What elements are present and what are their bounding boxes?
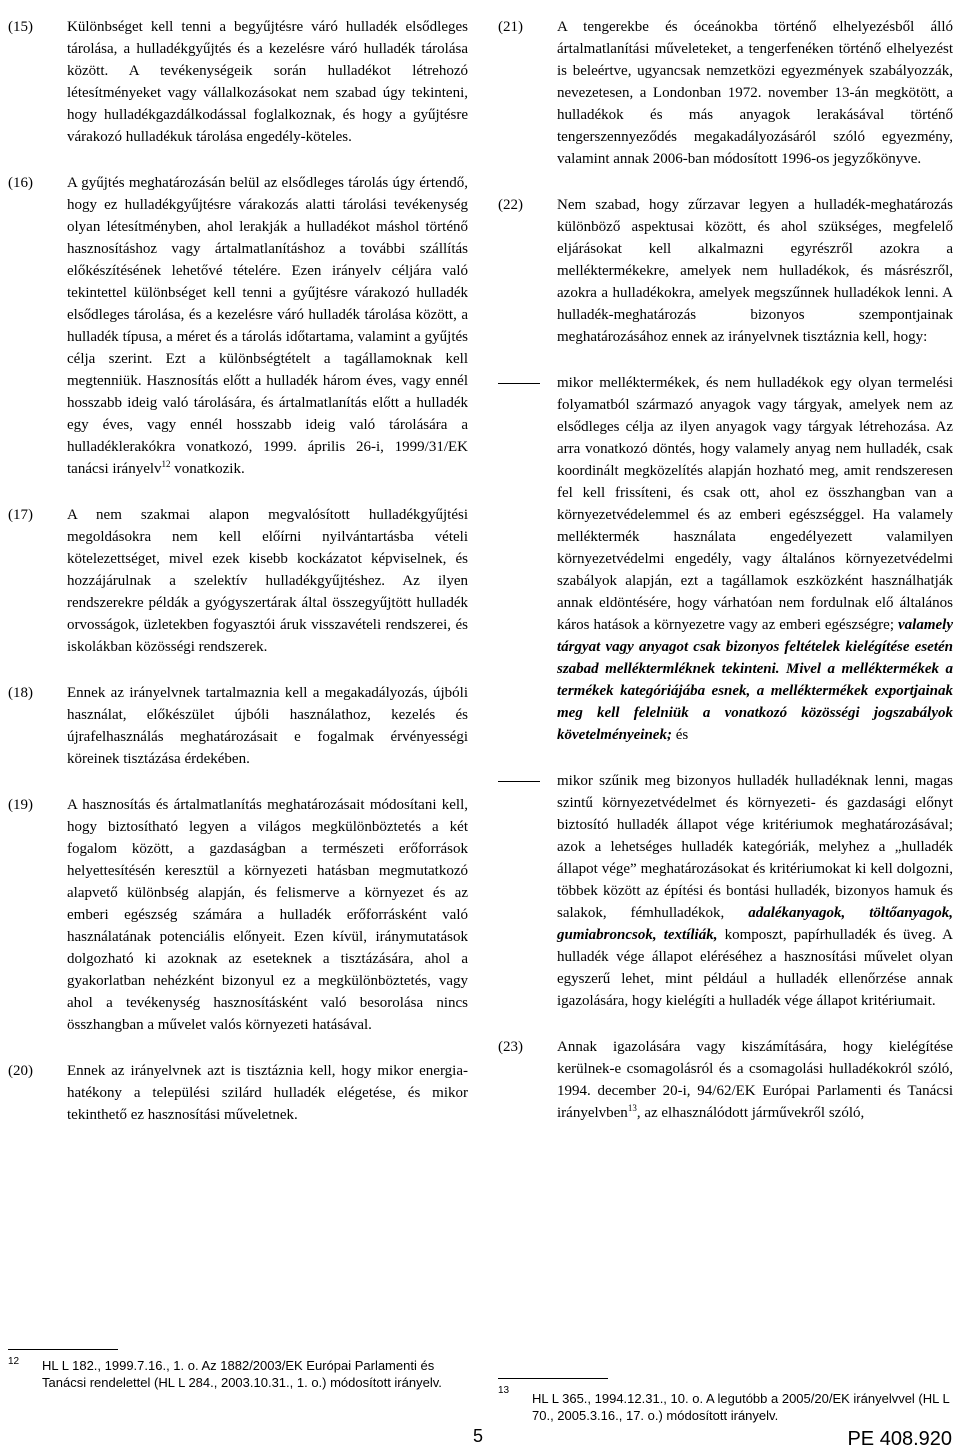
recital-text: Nem szabad, hogy zűrzavar legyen a hulladék-meghatározás különböző aspektusai között, és ahol szükséges, megfelelő eljárásokat kell alkalmazni egyrészről azokra a melléktermékekre, amelyek nem hulladékok, és másrészről, azokra a hulladékokra, amelyek megszűnnek hulladékok lenni. A hulladék-meghatározás bizonyos szempontjainak meghatározásához ennek az irányelvnek tisztáznia kell, hogy: (557, 197, 953, 345)
recital-text: Annak igazolására vagy kiszámítására, hogy kielégítése kerülnek-e csomagolásról és a csomagolási hulladékokról szóló, 1994. december 20-i, 94/62/EK Európai Parlamenti és Tanácsi irányelvben$^{13}$, az elhasználódott járművekről szóló, (557, 1039, 953, 1121)
footnote-rule-right (498, 1378, 608, 1379)
recital-text: A tengerekbe és óceánokba történő elhelyezésből álló ártalmatlanítási műveleteket, a tengerfenéken történő elhelyezést is beleértve, ugyancsak nemzetközi egyezmények szabályozzák, nevezetesen, a Londonban 1972. november 13-án megkötött, a hulladékok és más anyagok lerakásával történő tengerszennyeződés megakadályozásáról szóló egyezmény, valamint annak 2006-ban módosított 1996-os jegyzőkönyve. (557, 19, 953, 167)
document-reference: PE 408.920 (847, 1428, 952, 1450)
recital-number: (15) (8, 19, 33, 35)
recital-17 (8, 504, 468, 658)
footnote-ref-13: 13 (627, 1103, 637, 1113)
recital-text: Különbséget kell tenni a begyűjtésre váró hulladék elsődleges tárolása, a hulladékgyűjtés és a kezelésre váró hulladék tárolása között. A tevékenységeik során hulladékot létrehozó létesítményeket vagy vállalkozásokat nem szabad úgy tekinteni, hogy hulladékgazdálkodással foglalkoznak, és hogy a gyűjtésre várakozó hulladékuk tárolása engedély-köteles. (67, 19, 468, 145)
recital-number: (18) (8, 685, 33, 701)
dash-bullet (498, 781, 540, 782)
left-column (8, 16, 468, 1150)
recital-18 (8, 682, 468, 770)
footnote-13-text: HL L 365., 1994.12.31., 10. o. A legutóbb a 2005/20/EK irányelvvel (HL L 70., 2005.3.16., 17. o.) módosított irányelv. (532, 1391, 950, 1423)
recital-text: A hasznosítás és ártalmatlanítás meghatározásait módosítani kell, hogy biztosítható legyen a világos megkülönböztetés a két fogalom között, a gazdaságban a természeti erőforrások helyettesítésén keresztül a környezeti hatásban megmutatkozó alapvető különbség alapján, és felismerve a környezet és az emberi egészség számára a hulladék erőforrásként való használatának potenciális előnyeit. Ezen kívül, iránymutatások dolgozható ki azoknak az eseteknek a tisztázására, ahol a gyakorlatban nehézként bizonyul ez a megkülönböztetés, vagy ahol a tevékenység hasznosításként való besorolása nincs összhangban a művelet valós környezeti hatásával. (67, 797, 468, 1033)
recital-22 (498, 194, 953, 348)
recital-number: (19) (8, 797, 33, 813)
dash-item-by-products (498, 372, 953, 746)
footnote-rule-left (8, 1349, 118, 1350)
recital-number: (17) (8, 507, 33, 523)
page-number: 5 (473, 1426, 484, 1446)
recital-number: (16) (8, 175, 33, 191)
footnote-mark-13: 13 (498, 1385, 510, 1396)
recital-20 (8, 1060, 468, 1126)
recital-text: A nem szakmai alapon megvalósított hulladékgyűjtési megoldásokra nem kell előírni nyilvántartásba vételi kötelezettséget, mivel ezek kisebb kockázatot képviselnek, és hozzájárulnak a szelektív hulladékgyűjtéshez. Az ilyen rendszerekre példák a gyógyszertárak által összegyűjtött hulladék orvosságok, üzletekben fogyasztói áruk visszavételi rendszerei, és iskolákban közösségi rendszerek. (67, 507, 468, 655)
recital-number: (20) (8, 1063, 33, 1079)
recital-number: (23) (498, 1039, 523, 1055)
recital-text: A gyűjtés meghatározásán belül az elsődleges tárolás úgy értendő, hogy ez hulladékgyűjtésre várakozás alatti tárolási tevékenység olyan létesítményben, ahol lerakják a hulladékot máshol történő hasznosításhoz vagy ártalmatlanításhoz a további szállítás előkészítésének lehetővé tételére. Ezen irányelv céljára való tekintettel különbséget kell tenni a gyűjtésre várakozó hulladék elsődleges tárolása, és a kezelésre váró hulladék tárolása között, a hulladék típusa, a méret és a tárolás időtartama, valamint a gyűjtés célja szerint. Ezt a különbségtételt a tagállamoknak kell megtenniük. Hasznosítás előtt a hulladék három éves, vagy ennél hosszabb ideig való tárolására, és ártalmatlanítás előtt a hulladék egy éves, vagy ennél hosszabb ideig való tárolására a hulladéklerakókra vonatkozó, 1999. április 26-i, 1999/31/EK tanácsi irányelv$^{12}$ vonatkozik. (67, 175, 468, 477)
recital-number: (22) (498, 197, 523, 213)
dash-item-text: mikor melléktermékek, és nem hulladékok egy olyan termelési folyamatból származó anyagok vagy tárgyak, amelyek nem az elsődleges célja az ilyen anyagok vagy tárgyak létrehozása. Az arra vonatkozó döntés, hogy valamely anyag nem hulladék, csak koordinált megközelítés alapján hozható meg, amit rendszeresen fel kell frissíteni, és csak ott, ahol ez összhangban van a környezetvédelemmel és az emberi egészséggel. Ha valamely melléktermék használata engedélyezett valamilyen környezetvédelmi engedély, vagy általános környezetvédelmi szabályok alapján, ezt a tagállamok eszközként használhatják annak eldöntésére, hogy várhatóan nem fordulnak elő általános káros hatások a környezetre vagy az emberi egészségre; valamely tárgyat vagy anyagot csak bizonyos feltételek kielégítése esetén szabad melléktermléknek tekinteni. Mivel a melléktermékek a termékek kategóriájába esnek, a melléktermékek exportjainak meg kell felelniük a vonatkozó közösségi jogszabályok követelményeinek; és (557, 375, 953, 743)
footnote-mark-12: 12 (8, 1356, 20, 1367)
dash-bullet (498, 383, 540, 384)
recital-text: Ennek az irányelvnek tartalmaznia kell a megakadályozás, újbóli használat, előkészület újbóli használathoz, kezelés és újrafelhasználás meghatározásait e fogalmak érvényességi köreinek tisztázása érdekében. (67, 685, 468, 767)
recital-23 (498, 1036, 953, 1124)
recital-15 (8, 16, 468, 148)
footnote-12-text: HL L 182., 1999.7.16., 1. o. Az 1882/2003/EK Európai Parlamenti és Tanácsi rendelettel (HL L 284., 2003.10.31., 1. o.) módosított irányelv. (42, 1358, 442, 1390)
recital-number: (21) (498, 19, 523, 35)
recital-text: Ennek az irányelvnek azt is tisztáznia kell, hogy mikor energia-hatékony a települési szilárd hulladék elégetése, és mikor tekinthető ez hasznosítási műveletnek. (67, 1063, 468, 1123)
recital-19 (8, 794, 468, 1036)
right-column (498, 16, 953, 1148)
recital-21 (498, 16, 953, 170)
dash-item-end-of-waste (498, 770, 953, 1012)
recital-16 (8, 172, 468, 480)
dash-item-text: mikor szűnik meg bizonyos hulladék hulladéknak lenni, magas szintű környezetvédelmet és környezeti- és gazdasági előnyt biztosító hulladék állapot vége kritériumok meghatározásával; azok a lehetséges hulladék kategóriák, melyhez a „hulladék állapot vége” meghatározásokat és kritériumokat ki kell dolgozni, többek között az építési és bontási hulladék, bizonyos hamuk és salakok, fémhulladékok, adalékanyagok, töltőanyagok, gumiabroncsok, textíliák, komposzt, papírhulladék és üveg. A hulladék vége állapot eléréséhez a hasznosítási művelet olyan egyszerű lehet, mint például a hulladék ellenőrzése annak igazolására, hogy kielégíti a hulladék vége állapot kritériumait. (557, 773, 953, 1009)
footnote-ref-12: 12 (161, 459, 171, 469)
